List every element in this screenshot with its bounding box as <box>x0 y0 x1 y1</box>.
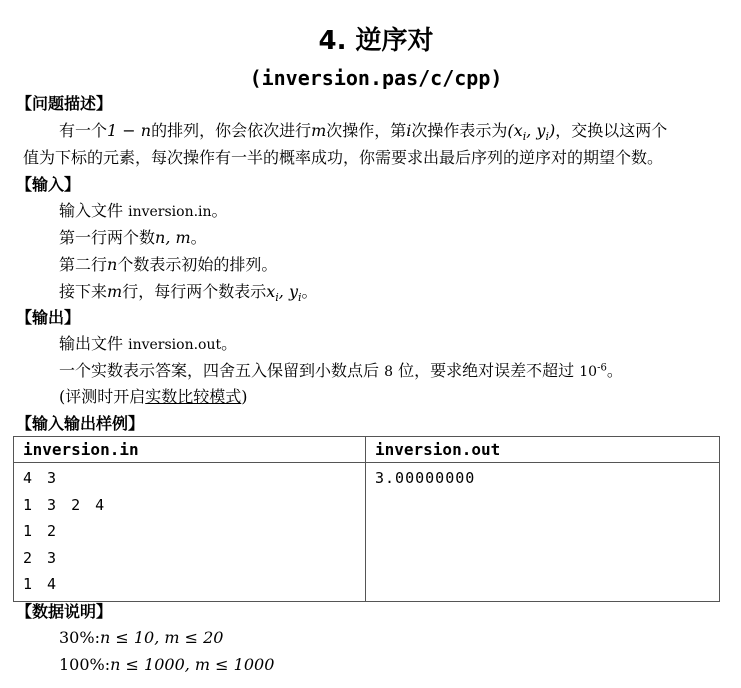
sample-input-line: 1 3 2 4 <box>23 495 108 514</box>
precision-digits: 8 <box>384 364 394 380</box>
problem-text: 的排列，你会依次进行 <box>151 121 312 140</box>
problem-text: 有一个 <box>59 121 108 140</box>
sample-input-line: 1 4 <box>23 575 60 593</box>
input-line-3 <box>59 255 277 275</box>
math-part: (x <box>507 121 523 140</box>
section-heading-input: 【输入】 <box>16 175 81 194</box>
page-title: 4. 逆序对 <box>318 26 434 56</box>
sample-input-line: 1 2 <box>23 522 60 540</box>
math-subscript: i <box>275 291 279 305</box>
output-text: (评测时开启 <box>59 387 146 406</box>
input-text: 接下来 <box>59 282 108 301</box>
output-text: 。 <box>606 361 623 380</box>
error-bound-base: 10 <box>579 364 598 380</box>
input-text: 。 <box>190 228 207 247</box>
table-row <box>14 463 720 602</box>
math-expression: n ≤ 10, m ≤ 20 <box>99 628 224 647</box>
data-percent: 100%: <box>59 655 111 674</box>
input-text: 个数表示初始的排列。 <box>117 255 278 274</box>
section-heading-data: 【数据说明】 <box>16 602 113 621</box>
math-expression: 1 − n <box>107 121 152 140</box>
math-expression <box>507 121 556 144</box>
output-line-2 <box>59 361 623 382</box>
math-expression: n <box>107 255 118 274</box>
problem-text: ，交换以这两个 <box>555 121 668 140</box>
math-part: , y <box>278 282 298 301</box>
problem-text: 次操作，第 <box>326 121 407 140</box>
output-text: 一个实数表示答案，四舍五入保留到小数点后 <box>59 361 380 380</box>
output-line-3 <box>59 387 248 407</box>
math-subscript: i <box>522 130 527 144</box>
math-expression: i <box>406 121 412 140</box>
data-line-1 <box>59 628 223 648</box>
error-bound <box>579 364 607 380</box>
math-expression <box>266 282 302 305</box>
sample-output-cell <box>366 463 720 602</box>
error-bound-exponent: -6 <box>597 362 607 374</box>
output-filename: inversion.out <box>128 337 222 353</box>
table-header-input: inversion.in <box>14 437 366 463</box>
input-line-1 <box>59 201 228 222</box>
output-text: 输出文件 <box>59 334 124 353</box>
input-text: 第一行两个数 <box>59 228 156 247</box>
input-filename: inversion.in <box>128 204 212 220</box>
output-text: 位，要求绝对误差不超过 <box>398 361 575 380</box>
math-expression: n, m <box>155 228 191 247</box>
math-subscript: i <box>297 291 302 305</box>
sample-input-cell <box>14 463 366 602</box>
table-header-row <box>14 437 720 463</box>
input-line-2 <box>59 228 207 248</box>
sample-table <box>13 436 720 602</box>
section-heading-output: 【输出】 <box>16 308 81 327</box>
problem-line-2: 值为下标的元素，每次操作有一半的概率成功，你需要求出最后序列的逆序对的期望个数。 <box>23 148 664 167</box>
input-line-4 <box>59 282 318 305</box>
input-text: 。 <box>301 282 318 301</box>
math-part: ) <box>548 121 556 140</box>
compare-mode-text: 实数比较模式 <box>145 387 242 406</box>
input-text: 第二行 <box>59 255 108 274</box>
problem-line-1 <box>59 121 668 144</box>
section-heading-problem: 【问题描述】 <box>16 94 113 113</box>
section-heading-sample: 【输入输出样例】 <box>16 414 145 433</box>
output-text: 。 <box>221 334 238 353</box>
input-text: 。 <box>211 201 228 220</box>
math-expression: m <box>107 282 123 301</box>
math-part: x <box>266 282 276 301</box>
page-subtitle: (inversion.pas/c/cpp) <box>249 66 503 90</box>
output-line-1 <box>59 334 237 355</box>
data-percent: 30%: <box>59 628 100 647</box>
input-text: 行，每行两个数表示 <box>122 282 267 301</box>
sample-input-line: 4 3 <box>23 469 60 487</box>
problem-text: 次操作表示为 <box>411 121 508 140</box>
output-text: ) <box>241 387 248 406</box>
data-line-2 <box>59 655 274 675</box>
math-subscript: i <box>545 130 549 144</box>
sample-input-line: 2 3 <box>23 548 60 567</box>
math-part: , y <box>526 121 546 140</box>
input-text: 输入文件 <box>59 201 124 220</box>
table-header-output: inversion.out <box>366 437 720 463</box>
sample-output-line: 3.00000000 <box>375 469 476 487</box>
math-expression: m <box>311 121 327 140</box>
math-expression: n ≤ 1000, m ≤ 1000 <box>110 655 275 674</box>
